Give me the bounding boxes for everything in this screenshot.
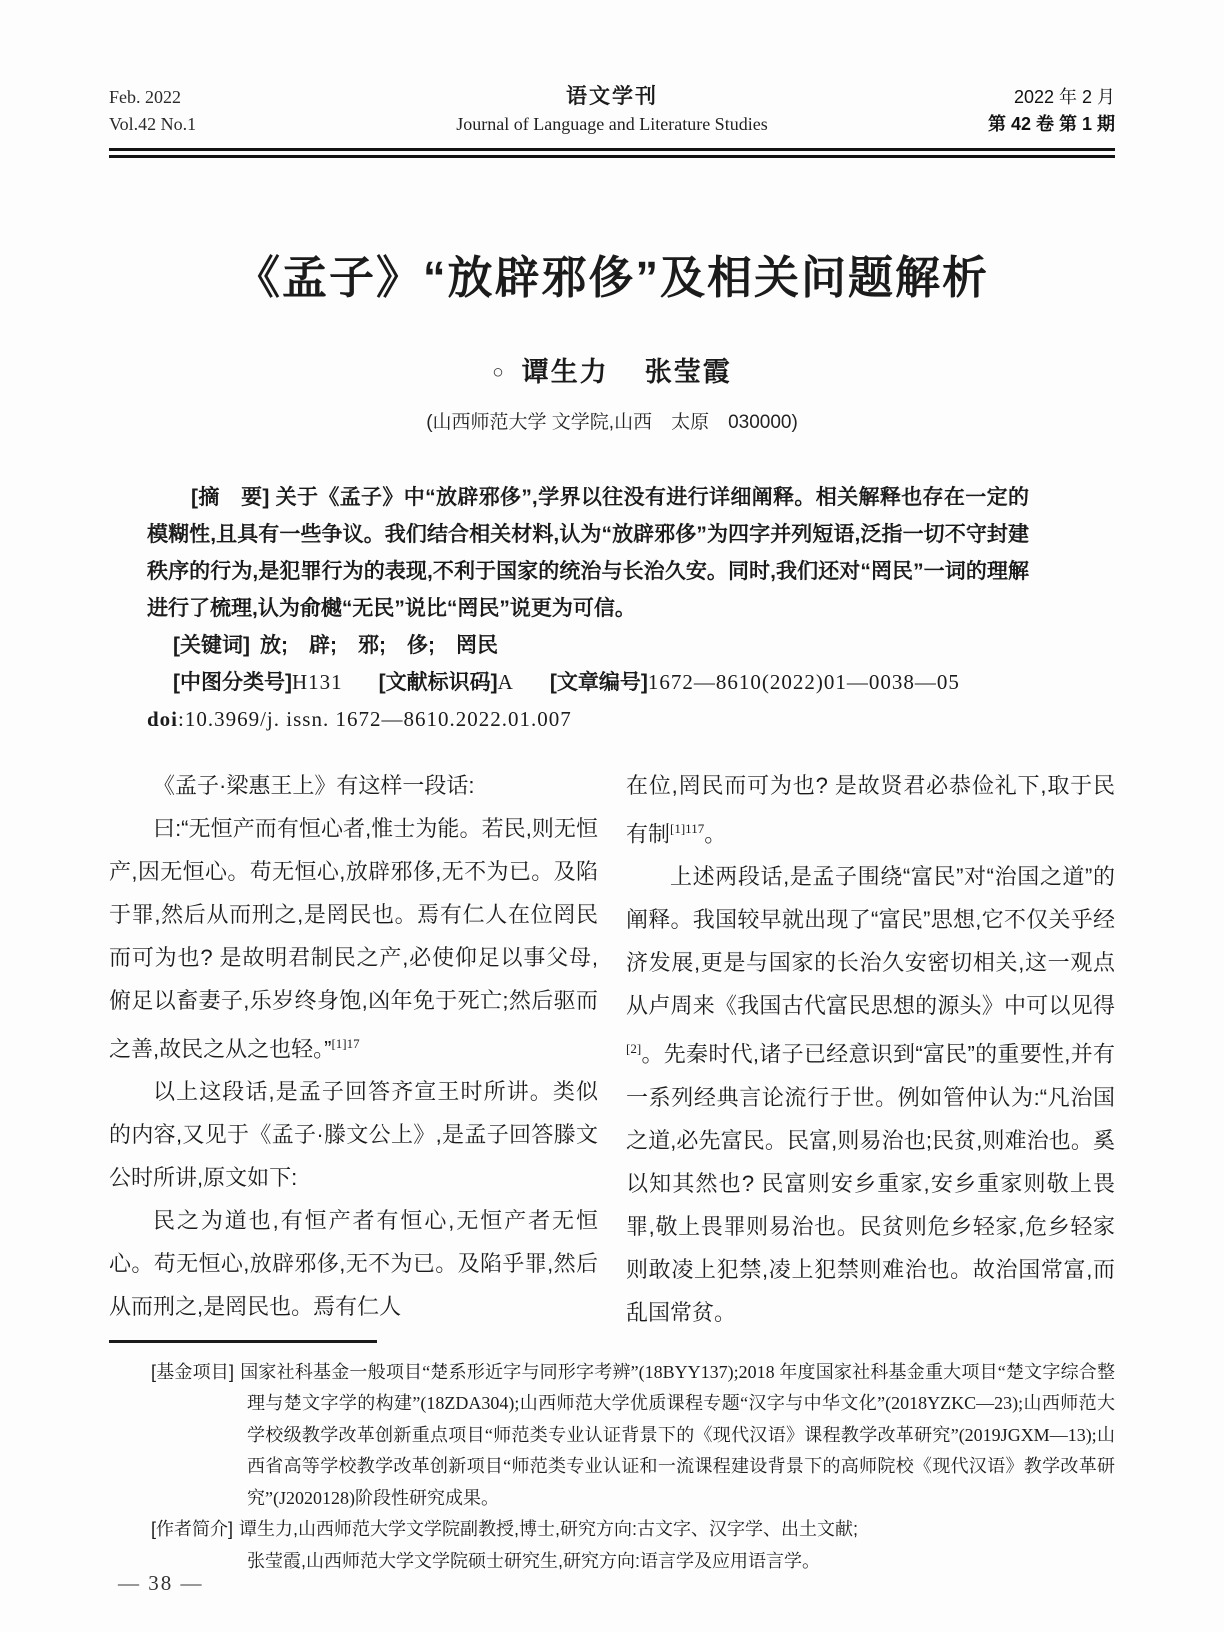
issue-info	[895, 84, 1115, 138]
doi-label: doi	[147, 707, 179, 731]
rule-bottom	[109, 155, 1115, 158]
author-bio-line2: 张莹霞,山西师范大学文学院硕士研究生,研究方向:语言学及应用语言学。	[247, 1550, 820, 1571]
journal-volume-en: Vol.42 No.1	[109, 114, 197, 134]
paragraph-quote-lianghui: 曰:“无恒产而有恒心者,惟士为能。若民,则无恒产,因无恒心。苟无恒心,放辟邪侈,无不为已。及陷于罪,然后从而刑之,是罔民也。焉有仁人在位罔民而可为也? 是故明君制民之产,必使仰足以事父母,俯足以畜妻子,乐岁终身饱,凶年免于死亡;然后驱而之善,故民之从之也轻。”$^{[1]17}$	[109, 816, 598, 1062]
clc-group	[173, 671, 343, 694]
article-id-value: 1672—8610(2022)01—0038—05	[647, 670, 960, 694]
body-left-column	[109, 764, 598, 1334]
doc-type-value: A	[497, 670, 514, 694]
citation-ref: [2]	[626, 1041, 642, 1057]
body-right-column	[626, 764, 1115, 1334]
journal-date-volume	[109, 84, 329, 138]
journal-title-en: Journal of Language and Literature Studies	[456, 114, 768, 134]
article-id-group	[550, 671, 960, 694]
author-name-2: 张莹霞	[644, 357, 732, 387]
paragraph-intro: 《孟子·梁惠王上》有这样一段话:	[153, 773, 475, 798]
journal-header	[109, 84, 1115, 138]
doc-type-group	[379, 671, 514, 694]
authors-line	[109, 354, 1115, 391]
affiliation: (山西师范大学 文学院,山西 太原 030000)	[426, 412, 798, 433]
issue-number-cn: 第 42 卷 第 1 期	[987, 114, 1115, 134]
article-body	[109, 764, 1115, 1334]
footnote-block	[109, 1357, 1115, 1578]
author-name-1: 谭生力	[521, 357, 609, 387]
journal-title-cn: 语文学刊	[566, 85, 658, 108]
keywords-text: 放; 辟; 邪; 侈; 罔民	[260, 634, 498, 657]
author-bio-line1: 谭生力,山西师范大学文学院副教授,博士,研究方向:古文字、汉字学、出土文献;	[239, 1519, 859, 1540]
fund-project-label: [基金项目]	[151, 1361, 235, 1382]
paragraph-commentary: 以上这段话,是孟子回答齐宣王时所讲。类似的内容,又见于《孟子·滕文公上》,是孟子回答滕文公时所讲,原文如下:	[109, 1079, 598, 1191]
clc-value: H131	[292, 670, 343, 694]
fund-project-note	[151, 1357, 1115, 1515]
abstract-label: [摘 要]	[191, 486, 270, 509]
doi-value: :10.3969/j. issn. 1672—8610.2022.01.007	[178, 707, 572, 731]
article-title: 《孟子》“放辟邪侈”及相关问题解析	[234, 252, 989, 303]
journal-title	[329, 84, 895, 138]
meta-line	[147, 664, 1029, 701]
fund-project-text: 国家社科基金一般项目“楚系形近字与同形字考辨”(18BYY137);2018 年度国家社科基金重大项目“楚文字综合整理与楚文字学的构建”(18ZDA304);山西师范大学优质课程专题“汉字与中华文化”(2018YZKC—23);山西师范大学校级教学改革创新重点项目“师范类专业认证背景下的《现代汉语》课程教学改革研究”(2019JGXM—13);山西省高等学校教学改革创新项目“师范类专业认证和一流课程建设背景下的高师院校《现代汉语》教学改革研究”(J2020128)阶段性研究成果。	[240, 1361, 1115, 1508]
page-number: — 38 —	[118, 1571, 204, 1595]
keywords-line	[147, 627, 1029, 664]
doc-type-label: [文献标识码]	[378, 671, 498, 694]
author-bio-note	[151, 1514, 1115, 1577]
abstract-text: 关于《孟子》中“放辟邪侈”,学界以往没有进行详细阐释。相关解释也存在一定的模糊性,且具有一些争议。我们结合相关材料,认为“放辟邪侈”为四字并列短语,泛指一切不守封建秩序的行为,是犯罪行为的表现,不利于国家的统治与长治久安。同时,我们还对“罔民”一词的理解进行了梳理,认为俞樾“无民”说比“罔民”说更为可信。	[147, 486, 1029, 620]
author-marker-icon: ○	[492, 362, 506, 383]
issue-date-cn: 2022 年 2 月	[1013, 87, 1115, 107]
abstract-paragraph	[147, 479, 1029, 627]
abstract-block	[109, 479, 1115, 738]
clc-label: [中图分类号]	[173, 671, 292, 694]
paragraph-analysis: 上述两段话,是孟子围绕“富民”对“治国之道”的阐释。我国较早就出现了“富民”思想,它不仅关乎经济发展,更是与国家的长治久安密切相关,这一观点从卢周来《我国古代富民思想的源头》中可以见得[2]。先秦时代,诸子已经意识到“富民”的重要性,并有一系列经典言论流行于世。例如管仲认为:“凡治国之道,必先富民。民富,则易治也;民贫,则难治也。奚以知其然也? 民富则安乡重家,安乡重家则敬上畏罪,敬上畏罪则易治也。民贫则危乡轻家,危乡轻家则敢凌上犯禁,凌上犯禁则难治也。故治国常富,而乱国常贫。	[626, 864, 1115, 1325]
author-bio-label: [作者简介]	[151, 1519, 234, 1540]
keywords-label: [关键词]	[173, 634, 250, 657]
paragraph-quote-tengwen: 民之为道也,有恒产者有恒心,无恒产者无恒心。苟无恒心,放辟邪侈,无不为已。及陷乎罪,然后从而刑之,是罔民也。焉有仁人	[109, 1208, 598, 1320]
rule-top	[109, 148, 1115, 151]
citation-ref: [1]117	[670, 821, 705, 836]
paragraph-quote-continued: 在位,罔民而可为也? 是故贤君必恭俭礼下,取于民有制$^{[1]117}$。	[626, 773, 1115, 847]
doi-line	[147, 701, 1029, 738]
article-id-label: [文章编号]	[549, 671, 648, 694]
journal-date-en: Feb. 2022	[109, 87, 181, 107]
citation-ref: [1]17	[331, 1036, 360, 1051]
footnote-separator	[109, 1340, 377, 1343]
header-double-rule	[109, 148, 1115, 158]
